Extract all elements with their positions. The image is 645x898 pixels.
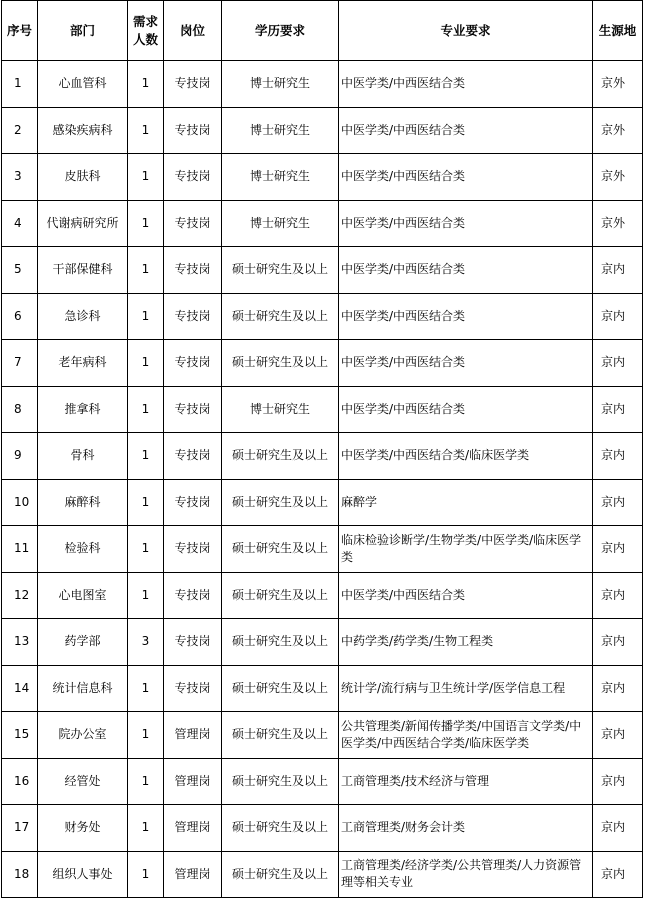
cell-origin: 京内 [593,340,643,387]
cell-department: 检验科 [38,526,128,573]
cell-headcount: 1 [128,805,164,852]
cell-department: 统计信息科 [38,665,128,712]
cell-position: 专技岗 [164,572,222,619]
cell-origin: 京内 [593,712,643,759]
table-row [2,247,643,294]
cell-major: 统计学/流行病与卫生统计学/医学信息工程 [339,665,593,712]
cell-headcount: 1 [128,340,164,387]
cell-major: 中医学类/中西医结合类 [339,572,593,619]
cell-education: 硕士研究生及以上 [222,526,339,573]
cell-headcount: 3 [128,619,164,666]
cell-department: 急诊科 [38,293,128,340]
cell-department: 皮肤科 [38,154,128,201]
cell-position: 专技岗 [164,107,222,154]
cell-headcount: 1 [128,433,164,480]
cell-origin: 京内 [593,851,643,898]
cell-origin: 京外 [593,107,643,154]
cell-headcount: 1 [128,526,164,573]
cell-position: 专技岗 [164,479,222,526]
cell-education: 博士研究生 [222,386,339,433]
cell-major: 工商管理类/财务会计类 [339,805,593,852]
cell-position: 专技岗 [164,200,222,247]
cell-department: 麻醉科 [38,479,128,526]
cell-index: 4 [2,200,38,247]
table-body [2,61,643,898]
cell-index: 10 [2,479,38,526]
header-headcount-line2: 人数 [132,31,158,47]
cell-origin: 京内 [593,526,643,573]
cell-education: 硕士研究生及以上 [222,572,339,619]
table-row [2,619,643,666]
cell-headcount: 1 [128,107,164,154]
cell-department: 推拿科 [38,386,128,433]
cell-headcount: 1 [128,479,164,526]
cell-position: 专技岗 [164,619,222,666]
cell-education: 硕士研究生及以上 [222,479,339,526]
cell-education: 博士研究生 [222,61,339,108]
cell-index: 14 [2,665,38,712]
cell-department: 老年病科 [38,340,128,387]
cell-department: 院办公室 [38,712,128,759]
cell-major: 中医学类/中西医结合类 [339,386,593,433]
cell-major: 中医学类/中西医结合类 [339,293,593,340]
recruitment-table [1,0,643,898]
cell-department: 经管处 [38,758,128,805]
cell-department: 干部保健科 [38,247,128,294]
table-row [2,479,643,526]
cell-education: 博士研究生 [222,200,339,247]
cell-education: 博士研究生 [222,107,339,154]
cell-origin: 京内 [593,572,643,619]
cell-department: 财务处 [38,805,128,852]
cell-headcount: 1 [128,61,164,108]
table-row [2,758,643,805]
cell-position: 管理岗 [164,758,222,805]
cell-position: 管理岗 [164,851,222,898]
cell-education: 硕士研究生及以上 [222,433,339,480]
cell-major: 工商管理类/经济学类/公共管理类/人力资源管理等相关专业 [339,851,593,898]
cell-position: 专技岗 [164,433,222,480]
cell-origin: 京内 [593,479,643,526]
cell-origin: 京内 [593,758,643,805]
cell-headcount: 1 [128,293,164,340]
cell-index: 1 [2,61,38,108]
cell-department: 组织人事处 [38,851,128,898]
cell-headcount: 1 [128,572,164,619]
cell-position: 专技岗 [164,154,222,201]
table-row [2,712,643,759]
cell-major: 中医学类/中西医结合类 [339,154,593,201]
cell-position: 专技岗 [164,386,222,433]
cell-index: 16 [2,758,38,805]
cell-origin: 京内 [593,805,643,852]
table-row [2,61,643,108]
header-department: 部门 [38,1,128,61]
table-row [2,433,643,480]
cell-education: 硕士研究生及以上 [222,340,339,387]
table-row [2,851,643,898]
cell-index: 5 [2,247,38,294]
cell-headcount: 1 [128,758,164,805]
table-row [2,107,643,154]
table-row [2,293,643,340]
table-row [2,154,643,201]
cell-headcount: 1 [128,247,164,294]
cell-index: 15 [2,712,38,759]
cell-position: 专技岗 [164,526,222,573]
cell-major: 麻醉学 [339,479,593,526]
cell-index: 12 [2,572,38,619]
cell-position: 专技岗 [164,61,222,108]
cell-education: 硕士研究生及以上 [222,758,339,805]
cell-headcount: 1 [128,200,164,247]
cell-origin: 京外 [593,200,643,247]
cell-index: 8 [2,386,38,433]
cell-major: 中医学类/中西医结合类 [339,340,593,387]
cell-education: 硕士研究生及以上 [222,619,339,666]
cell-major: 中药学类/药学类/生物工程类 [339,619,593,666]
header-headcount [128,1,164,61]
cell-education: 硕士研究生及以上 [222,293,339,340]
cell-headcount: 1 [128,851,164,898]
cell-major: 中医学类/中西医结合类 [339,247,593,294]
cell-origin: 京内 [593,665,643,712]
cell-position: 专技岗 [164,247,222,294]
cell-major: 公共管理类/新闻传播学类/中国语言文学类/中医学类/中西医结合学类/临床医学类 [339,712,593,759]
cell-origin: 京外 [593,154,643,201]
header-origin: 生源地 [593,1,643,61]
cell-major: 中医学类/中西医结合类 [339,61,593,108]
cell-major: 中医学类/中西医结合类 [339,200,593,247]
cell-education: 硕士研究生及以上 [222,712,339,759]
cell-origin: 京内 [593,433,643,480]
cell-index: 9 [2,433,38,480]
cell-origin: 京内 [593,619,643,666]
cell-position: 专技岗 [164,340,222,387]
cell-origin: 京内 [593,247,643,294]
cell-position: 管理岗 [164,805,222,852]
table-row [2,665,643,712]
table-row [2,386,643,433]
cell-origin: 京内 [593,293,643,340]
cell-headcount: 1 [128,712,164,759]
cell-major: 工商管理类/技术经济与管理 [339,758,593,805]
header-position: 岗位 [164,1,222,61]
cell-department: 心电图室 [38,572,128,619]
cell-major: 中医学类/中西医结合类/临床医学类 [339,433,593,480]
cell-major: 临床检验诊断学/生物学类/中医学类/临床医学类 [339,526,593,573]
cell-index: 11 [2,526,38,573]
cell-department: 药学部 [38,619,128,666]
cell-position: 专技岗 [164,293,222,340]
cell-major: 中医学类/中西医结合类 [339,107,593,154]
cell-education: 硕士研究生及以上 [222,851,339,898]
cell-position: 管理岗 [164,712,222,759]
header-index: 序号 [2,1,38,61]
table-row [2,340,643,387]
cell-education: 硕士研究生及以上 [222,665,339,712]
header-major: 专业要求 [339,1,593,61]
cell-department: 骨科 [38,433,128,480]
cell-index: 7 [2,340,38,387]
cell-education: 博士研究生 [222,154,339,201]
cell-index: 13 [2,619,38,666]
cell-index: 18 [2,851,38,898]
cell-department: 感染疾病科 [38,107,128,154]
table-row [2,572,643,619]
header-education: 学历要求 [222,1,339,61]
header-row [2,1,643,61]
cell-index: 6 [2,293,38,340]
cell-origin: 京内 [593,386,643,433]
table-row [2,526,643,573]
cell-index: 2 [2,107,38,154]
cell-headcount: 1 [128,386,164,433]
cell-department: 代谢病研究所 [38,200,128,247]
cell-department: 心血管科 [38,61,128,108]
cell-education: 硕士研究生及以上 [222,247,339,294]
table-row [2,200,643,247]
cell-index: 17 [2,805,38,852]
cell-index: 3 [2,154,38,201]
cell-headcount: 1 [128,665,164,712]
header-headcount-line1: 需求 [132,13,158,29]
cell-origin: 京外 [593,61,643,108]
cell-position: 专技岗 [164,665,222,712]
cell-headcount: 1 [128,154,164,201]
table-row [2,805,643,852]
cell-education: 硕士研究生及以上 [222,805,339,852]
